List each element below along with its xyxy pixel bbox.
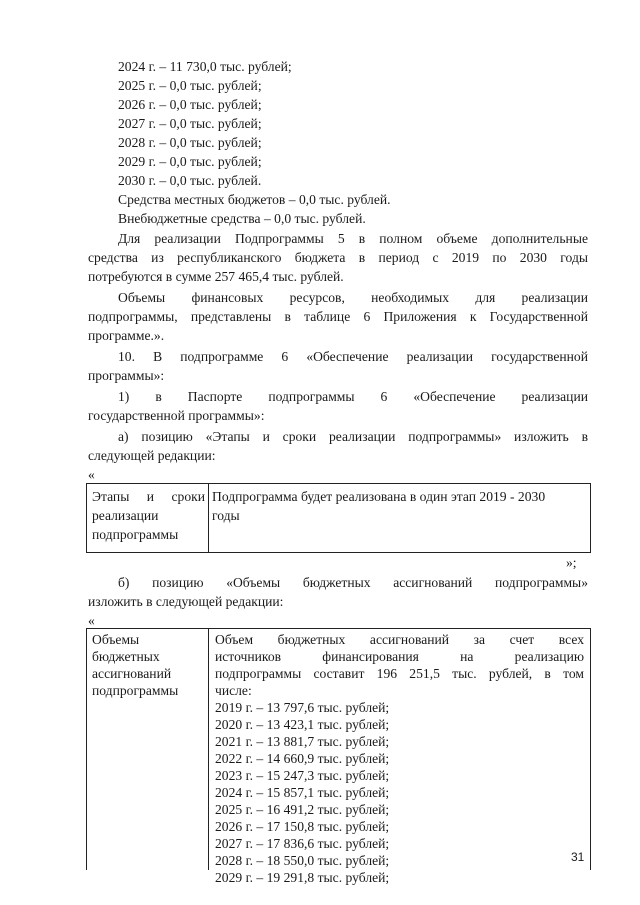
paragraph-line: средства из республиканского бюджета в период с 2019 по 2030 годы [88, 250, 588, 265]
paragraph-line: государственной программы»: [88, 408, 265, 423]
paragraph-line: Для реализации Подпрограммы 5 в полном объеме дополнительные [118, 231, 588, 246]
budget-label-line: подпрограммы [92, 683, 179, 698]
budget-year-line: 2024 г. – 15 857,1 тыс. рублей; [215, 785, 390, 800]
budget-year-line: 2027 г. – 17 836,6 тыс. рублей; [215, 836, 390, 851]
amount-line: 2026 г. – 0,0 тыс. рублей; [118, 97, 262, 112]
budget-year-line: 2025 г. – 16 491,2 тыс. рублей; [215, 802, 390, 817]
budget-label-line: Объемы [92, 632, 140, 647]
close-quote: »; [566, 555, 577, 570]
paragraph-line: 1) в Паспорте подпрограммы 6 «Обеспечение реализации [118, 389, 588, 404]
budget-year-line: 2029 г. – 19 291,8 тыс. рублей; [215, 870, 390, 885]
paragraph-line: потребуются в сумме 257 465,4 тыс. рублей. [88, 269, 344, 284]
amount-line: 2028 г. – 0,0 тыс. рублей; [118, 135, 262, 150]
amount-line: 2030 г. – 0,0 тыс. рублей. [118, 173, 262, 188]
open-quote: « [88, 467, 95, 482]
budget-year-line: 2022 г. – 14 660,9 тыс. рублей; [215, 751, 390, 766]
budget-year-line: 2019 г. – 13 797,6 тыс. рублей; [215, 700, 390, 715]
section-heading-line: программы»: [88, 368, 165, 383]
amount-line: 2025 г. – 0,0 тыс. рублей; [118, 78, 262, 93]
stages-table [86, 483, 591, 553]
column-divider [208, 484, 209, 552]
budget-year-line: 2028 г. – 18 550,0 тыс. рублей; [215, 853, 390, 868]
budget-table [86, 628, 591, 885]
paragraph-line: следующей редакции: [88, 448, 216, 463]
paragraph-line: Объемы финансовых ресурсов, необходимых для реализации [118, 290, 588, 305]
budget-intro-line: подпрограммы составит 196 251,5 тыс. рублей, в том [215, 666, 584, 681]
amount-line: 2029 г. – 0,0 тыс. рублей; [118, 154, 262, 169]
stages-value-line: Подпрограмма будет реализована в один этап 2019 - 2030 [212, 489, 546, 504]
page-number: 31 [571, 850, 585, 864]
stages-label-line: Этапы и сроки [92, 489, 205, 504]
amount-line: 2027 г. – 0,0 тыс. рублей; [118, 116, 262, 131]
budget-year-line: 2020 г. – 13 423,1 тыс. рублей; [215, 717, 390, 732]
stages-label-line: подпрограммы [92, 527, 179, 542]
budget-intro-line: источников финансирования на реализацию [215, 649, 584, 664]
budget-intro-line: Объем бюджетных ассигнований за счет всех [215, 632, 584, 647]
section-heading-line: 10. В подпрограмме 6 «Обеспечение реализации государственной [118, 349, 588, 364]
paragraph-line: подпрограммы, представлены в таблице 6 Приложения к Государственной [88, 309, 588, 324]
extrabudget-line: Внебюджетные средства – 0,0 тыс. рублей. [118, 211, 366, 226]
stages-label-line: реализации [92, 508, 159, 523]
paragraph-line: изложить в следующей редакции: [88, 594, 284, 609]
budget-label-line: бюджетных [92, 649, 160, 664]
paragraph-line: программе.». [88, 328, 165, 343]
paragraph-line: б) позицию «Объемы бюджетных ассигнований подпрограммы» [118, 575, 588, 590]
local-budget-line: Средства местных бюджетов – 0,0 тыс. рублей. [118, 192, 391, 207]
amount-line: 2024 г. – 11 730,0 тыс. рублей; [118, 59, 292, 74]
paragraph-line: а) позицию «Этапы и сроки реализации подпрограммы» изложить в [118, 429, 588, 444]
open-quote: « [88, 613, 95, 628]
budget-intro-line: числе: [215, 683, 252, 698]
budget-year-line: 2026 г. – 17 150,8 тыс. рублей; [215, 819, 390, 834]
column-divider [208, 629, 209, 870]
budget-year-line: 2021 г. – 13 881,7 тыс. рублей; [215, 734, 390, 749]
budget-year-line: 2023 г. – 15 247,3 тыс. рублей; [215, 768, 390, 783]
budget-label-line: ассигнований [92, 666, 172, 681]
stages-value-line: годы [212, 508, 240, 523]
